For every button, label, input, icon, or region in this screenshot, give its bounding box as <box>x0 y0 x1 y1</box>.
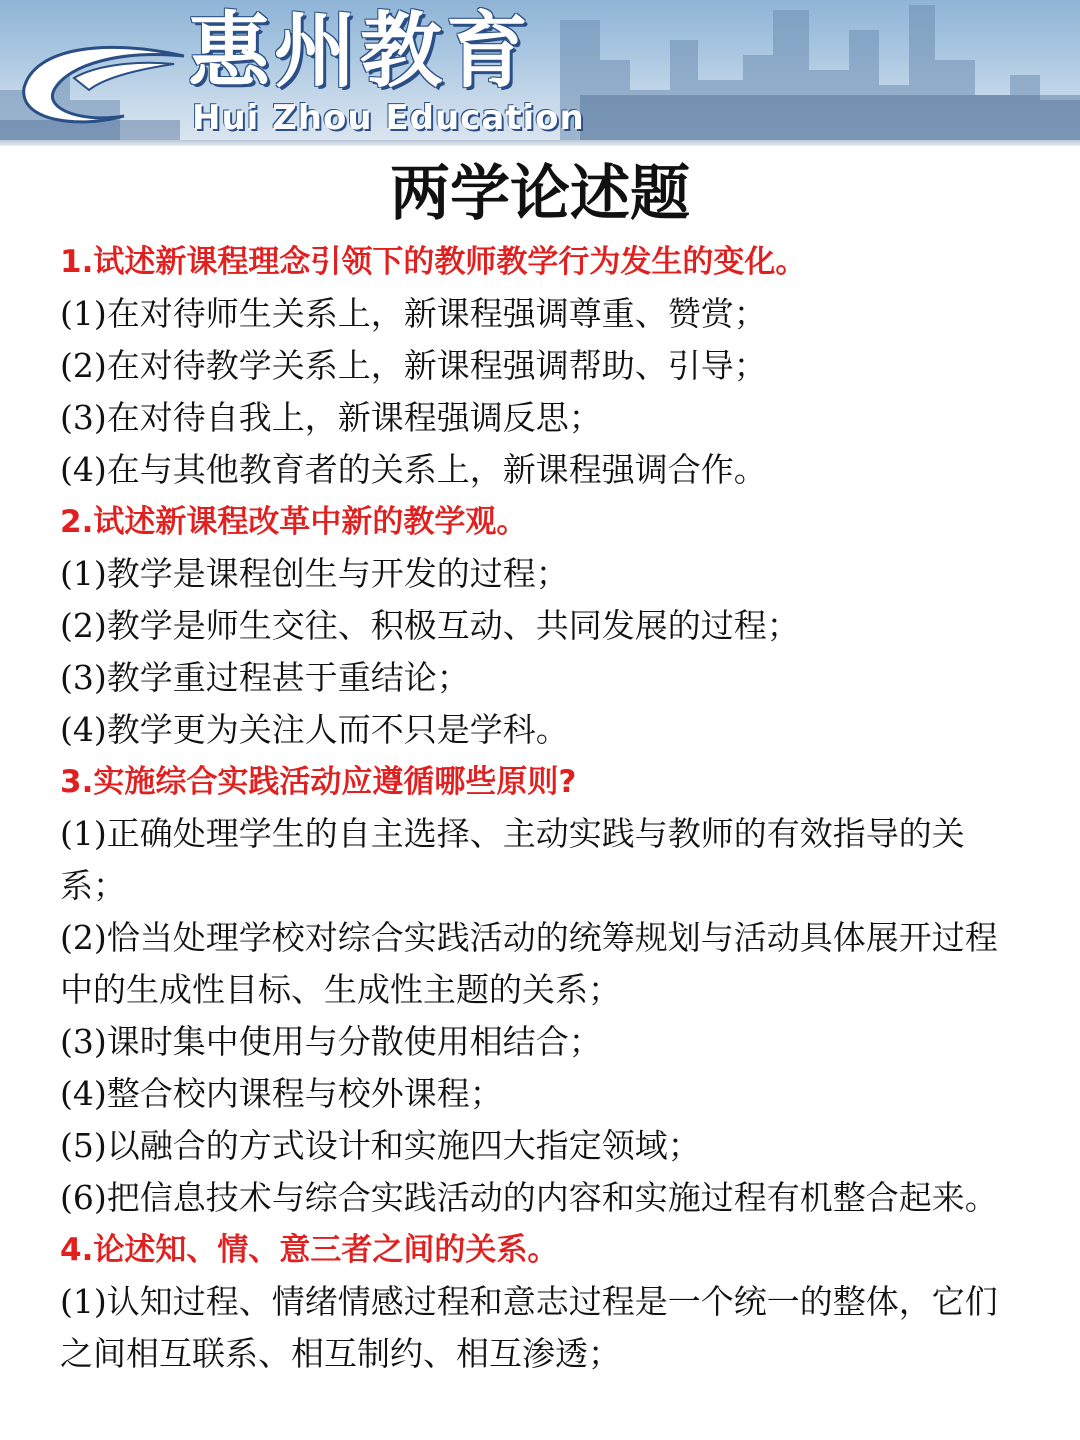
question-heading: 2.试述新课程改革中新的教学观。 <box>60 504 528 540</box>
question-heading: 3.实施综合实践活动应遵循哪些原则? <box>60 764 577 800</box>
answer-item: (4)教学更为关注人而不只是学科。 <box>60 710 569 749</box>
answer-item: (1)正确处理学生的自主选择、主动实践与教师的有效指导的关系； <box>60 814 965 905</box>
brand-title-en: Hui Zhou Education <box>192 98 585 138</box>
banner-divider <box>0 140 1080 146</box>
question-list <box>60 236 1020 1380</box>
answer-item: (6)把信息技术与综合实践活动的内容和实施过程有机整合起来。 <box>60 1178 998 1217</box>
answer-item: (2)在对待教学关系上，新课程强调帮助、引导； <box>60 346 767 385</box>
answer-item: (3)在对待自我上，新课程强调反思； <box>60 398 602 437</box>
answer-item: (1)认知过程、情绪情感过程和意志过程是一个统一的整体，它们之间相互联系、相互制约、相互渗透； <box>60 1282 998 1373</box>
answer-item: (5)以融合的方式设计和实施四大指定领域； <box>60 1126 701 1165</box>
answer-item: (4)整合校内课程与校外课程； <box>60 1074 503 1113</box>
page-title: 两学论述题 <box>390 159 690 229</box>
answer-item: (2)恰当处理学校对综合实践活动的统筹规划与活动具体展开过程中的生成性目标、生成性主题的关系； <box>60 918 998 1009</box>
answer-item: (2)教学是师生交往、积极互动、共同发展的过程； <box>60 606 800 645</box>
answer-item: (3)教学重过程甚于重结论； <box>60 658 470 697</box>
answer-item: (4)在与其他教育者的关系上，新课程强调合作。 <box>60 450 767 489</box>
question-heading: 1.试述新课程理念引领下的教师教学行为发生的变化。 <box>60 244 807 280</box>
answer-item: (1)在对待师生关系上，新课程强调尊重、赞赏； <box>60 294 767 333</box>
header-banner <box>0 0 1080 146</box>
brand-title-cn: 惠州教育 <box>188 4 533 99</box>
answer-item: (1)教学是课程创生与开发的过程； <box>60 554 569 593</box>
hui-zhou-logo-icon <box>14 28 194 128</box>
answer-item: (3)课时集中使用与分散使用相结合； <box>60 1022 602 1061</box>
question-heading: 4.论述知、情、意三者之间的关系。 <box>60 1232 559 1268</box>
